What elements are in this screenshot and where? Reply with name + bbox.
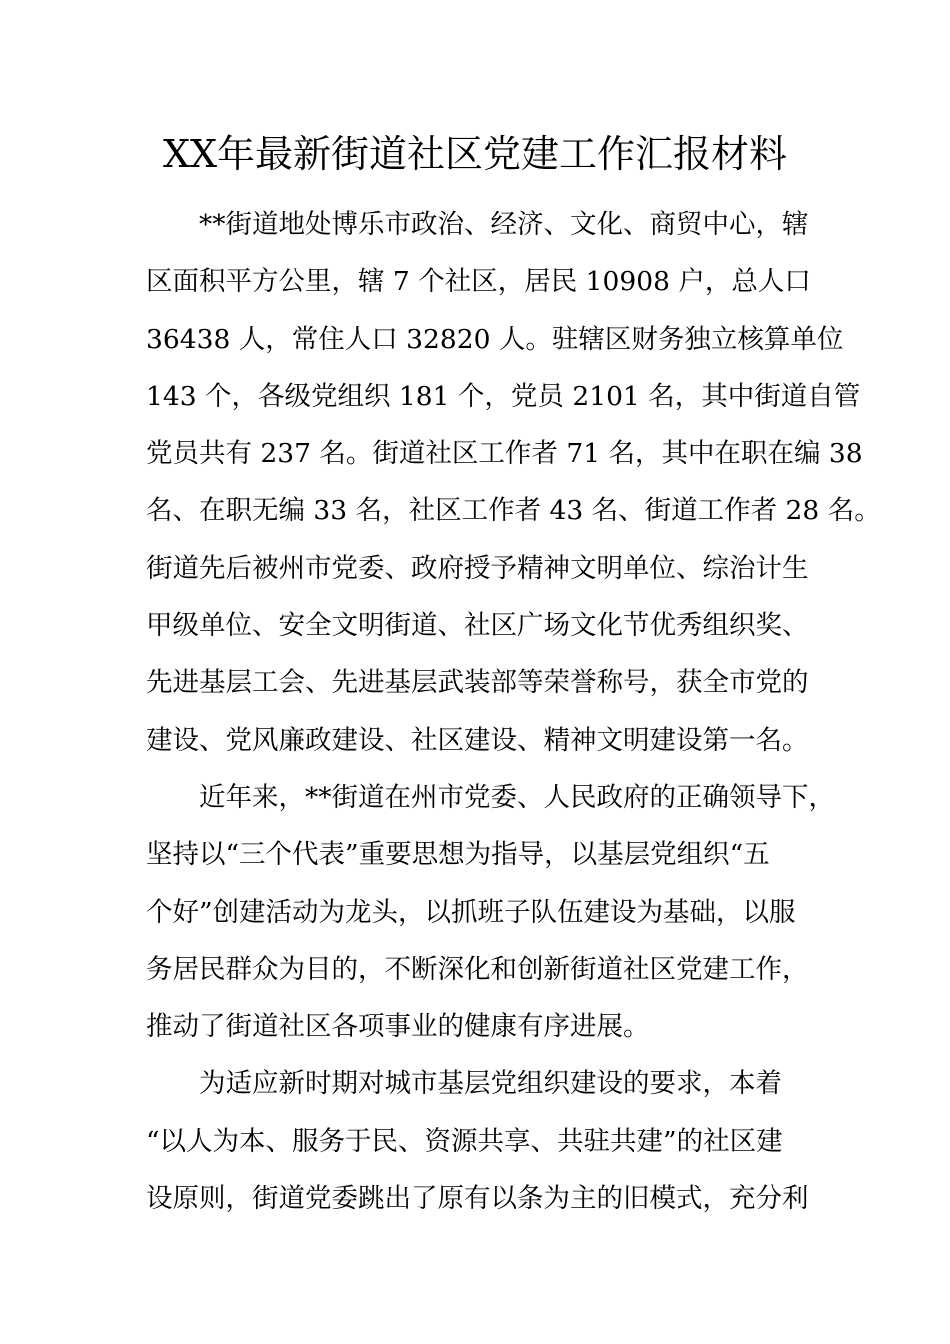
paragraph-line: 个好”创建活动为龙头，以抓班子队伍建设为基础，以服 bbox=[146, 896, 796, 928]
paragraph-2 bbox=[146, 769, 835, 1055]
paragraph-line: 务居民群众为目的，不断深化和创新街道社区党建工作， bbox=[146, 953, 809, 985]
paragraph-line: 设原则，街道党委跳出了原有以条为主的旧模式，充分利 bbox=[146, 1183, 809, 1215]
paragraph-line: 为适应新时期对城市基层党组织建设的要求，本着 bbox=[199, 1068, 782, 1100]
paragraph-line: 建设、党风廉政建设、社区建设、精神文明建设第一名。 bbox=[146, 724, 809, 756]
paragraph-line: 甲级单位、安全文明街道、社区广场文化节优秀组织奖、 bbox=[146, 610, 809, 642]
paragraph-line: 近年来，**街道在州市党委、人民政府的正确领导下， bbox=[199, 781, 835, 813]
paragraph-line: **街道地处博乐市政治、经济、文化、商贸中心，辖 bbox=[199, 209, 809, 240]
paragraph-line: 36438 人，常住人口 32820 人。驻辖区财务独立核算单位 bbox=[146, 323, 844, 355]
document-body bbox=[146, 196, 881, 1227]
paragraph-line: 街道先后被州市党委、政府授予精神文明单位、综治计生 bbox=[146, 552, 809, 584]
paragraph-line: 先进基层工会、先进基层武装部等荣誉称号，获全市党的 bbox=[146, 667, 809, 699]
paragraph-line: 党员共有 237 名。街道社区工作者 71 名，其中在职在编 38 bbox=[146, 438, 863, 470]
paragraph-line: 推动了街道社区各项事业的健康有序进展。 bbox=[146, 1011, 650, 1043]
paragraph-3 bbox=[146, 1055, 826, 1227]
paragraph-line: 名、在职无编 33 名，社区工作者 43 名、街道工作者 28 名。 bbox=[146, 495, 881, 527]
paragraph-line: 坚持以“三个代表”重要思想为指导，以基层党组织“五 bbox=[146, 839, 770, 871]
paragraph-line: “以人为本、服务于民、资源共享、共驻共建”的社区建 bbox=[146, 1125, 783, 1157]
document-title: XX年最新街道社区党建工作汇报材料 bbox=[162, 132, 788, 176]
paragraph-line: 143 个，各级党组织 181 个，党员 2101 名，其中街道自管 bbox=[146, 380, 861, 412]
paragraph-1 bbox=[146, 196, 881, 769]
paragraph-line: 区面积平方公里，辖 7 个社区，居民 10908 户，总人口 bbox=[146, 266, 811, 298]
